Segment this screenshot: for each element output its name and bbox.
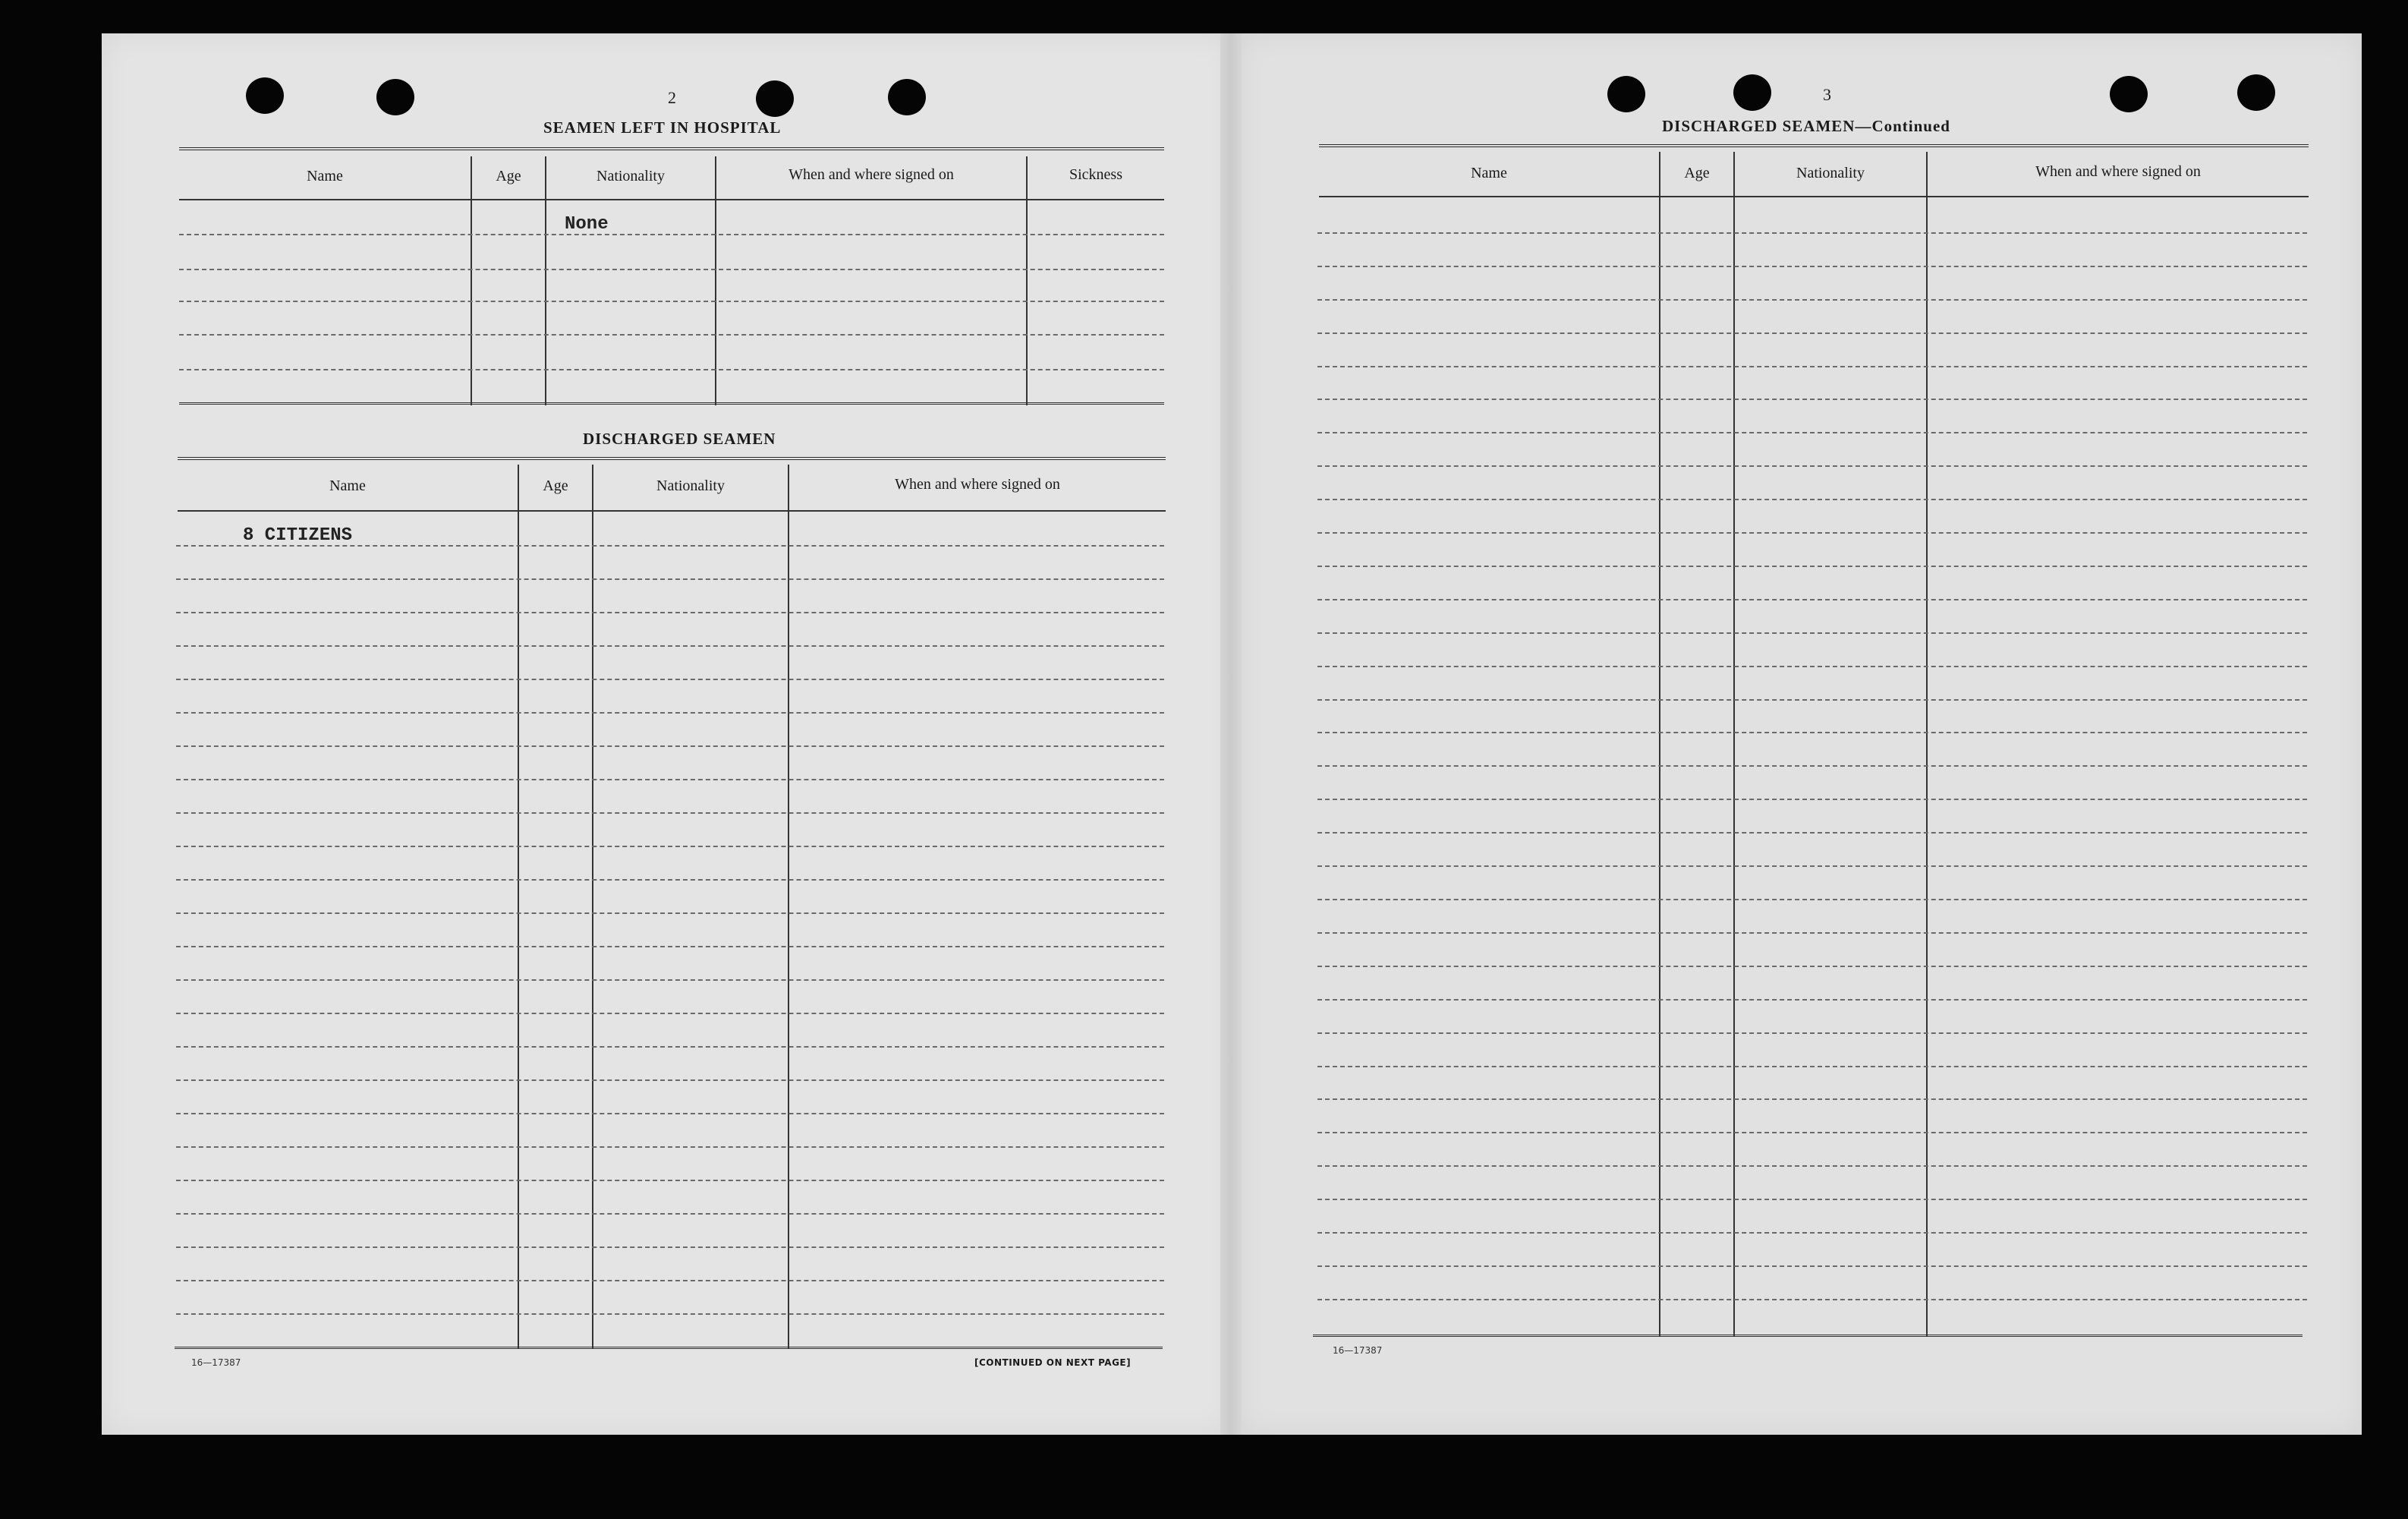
page-number-left: 2 bbox=[668, 88, 676, 107]
table-row-line bbox=[176, 812, 1164, 814]
table-row-line bbox=[1317, 1232, 2307, 1234]
table-row-line bbox=[1317, 432, 2307, 433]
table-row-line bbox=[1317, 966, 2307, 967]
table-row-line bbox=[176, 1113, 1164, 1114]
table-row-line bbox=[1317, 566, 2307, 567]
page-fold bbox=[1220, 33, 1242, 1435]
table-row-line bbox=[176, 912, 1164, 914]
punch-hole bbox=[2237, 74, 2275, 111]
table-row-line bbox=[176, 946, 1164, 947]
table-row-line bbox=[1317, 932, 2307, 934]
hospital-section-title: SEAMEN LEFT IN HOSPITAL bbox=[543, 118, 782, 137]
table-row-line bbox=[176, 712, 1164, 714]
table-row-line bbox=[1317, 266, 2307, 267]
table-row-line bbox=[176, 745, 1164, 747]
table-row-line bbox=[1317, 1199, 2307, 1200]
table-row-line bbox=[1317, 999, 2307, 1001]
form-number-left: 16—17387 bbox=[191, 1357, 241, 1368]
table-row-line bbox=[1317, 699, 2307, 701]
table-row-line bbox=[176, 979, 1164, 981]
table-row-line bbox=[1317, 632, 2307, 634]
table-row-line bbox=[176, 612, 1164, 613]
discharged-continued-title: DISCHARGED SEAMEN—Continued bbox=[1662, 117, 1950, 135]
hospital-col-name: Name bbox=[307, 168, 343, 184]
table-row-line bbox=[1317, 332, 2307, 334]
continued-col-name: Name bbox=[1471, 165, 1507, 181]
table-row-line bbox=[176, 879, 1164, 881]
table-row-line bbox=[1317, 499, 2307, 500]
table-row-line bbox=[1317, 299, 2307, 301]
table-row-line bbox=[176, 1313, 1164, 1315]
discharged-col-age: Age bbox=[543, 477, 568, 494]
table-row-line bbox=[176, 1246, 1164, 1248]
table-row-line bbox=[1317, 732, 2307, 733]
hospital-col-age: Age bbox=[496, 168, 521, 184]
table-row-line bbox=[1317, 799, 2307, 800]
punch-hole bbox=[246, 77, 284, 114]
hospital-col-sickness: Sickness bbox=[1069, 166, 1122, 183]
table-row-line bbox=[176, 1079, 1164, 1081]
punch-hole bbox=[376, 79, 414, 115]
table-row-line bbox=[1317, 899, 2307, 900]
table-row-line bbox=[1317, 1165, 2307, 1167]
table-row-line bbox=[1317, 832, 2307, 834]
table-row-line bbox=[1317, 1132, 2307, 1133]
table-row-line bbox=[1317, 599, 2307, 600]
discharged-col-nationality: Nationality bbox=[656, 477, 725, 494]
form-number-right: 16—17387 bbox=[1333, 1345, 1383, 1356]
table-row-line bbox=[176, 779, 1164, 780]
table-row-line bbox=[176, 1046, 1164, 1048]
table-row-line bbox=[176, 1013, 1164, 1014]
discharged-col-signed-on: When and where signed on bbox=[895, 476, 1060, 493]
punch-hole bbox=[2110, 76, 2148, 112]
table-row-line bbox=[1317, 532, 2307, 534]
table-row-line bbox=[1317, 366, 2307, 367]
hospital-col-nationality: Nationality bbox=[596, 168, 665, 184]
hospital-col-signed-on: When and where signed on bbox=[789, 166, 954, 183]
table-row-line bbox=[176, 1213, 1164, 1215]
punch-hole bbox=[1607, 76, 1645, 112]
punch-hole bbox=[1733, 74, 1771, 111]
punch-hole bbox=[888, 79, 926, 115]
table-row-line bbox=[176, 1146, 1164, 1148]
table-row-line bbox=[176, 679, 1164, 680]
left-page bbox=[102, 33, 1232, 1435]
table-row-line bbox=[176, 846, 1164, 847]
right-page bbox=[1239, 33, 2362, 1435]
table-row-line bbox=[1317, 1066, 2307, 1067]
discharged-entry: 8 CITIZENS bbox=[243, 525, 353, 546]
table-row-line bbox=[176, 578, 1164, 580]
table-row-line bbox=[176, 1180, 1164, 1181]
punch-hole bbox=[756, 80, 794, 117]
table-row-line bbox=[176, 645, 1164, 647]
table-row-line bbox=[1317, 399, 2307, 400]
hospital-entry: None bbox=[565, 214, 609, 235]
continued-col-signed-on: When and where signed on bbox=[2035, 163, 2201, 180]
table-row-line bbox=[1317, 1299, 2307, 1300]
table-row-line bbox=[1317, 1098, 2307, 1100]
discharged-col-name: Name bbox=[329, 477, 366, 494]
page-number-right: 3 bbox=[1823, 85, 1831, 104]
table-row-line bbox=[1317, 765, 2307, 767]
table-row-line bbox=[1317, 1032, 2307, 1034]
table-row-line bbox=[1317, 232, 2307, 234]
table-row-line bbox=[1317, 1265, 2307, 1267]
discharged-section-title: DISCHARGED SEAMEN bbox=[583, 430, 776, 448]
table-row-line bbox=[176, 1280, 1164, 1281]
continued-col-nationality: Nationality bbox=[1796, 165, 1865, 181]
continued-col-age: Age bbox=[1684, 165, 1710, 181]
table-row-line bbox=[1317, 865, 2307, 867]
table-row-line bbox=[1317, 666, 2307, 667]
continued-note: [CONTINUED ON NEXT PAGE] bbox=[974, 1357, 1132, 1368]
table-row-line bbox=[1317, 465, 2307, 467]
